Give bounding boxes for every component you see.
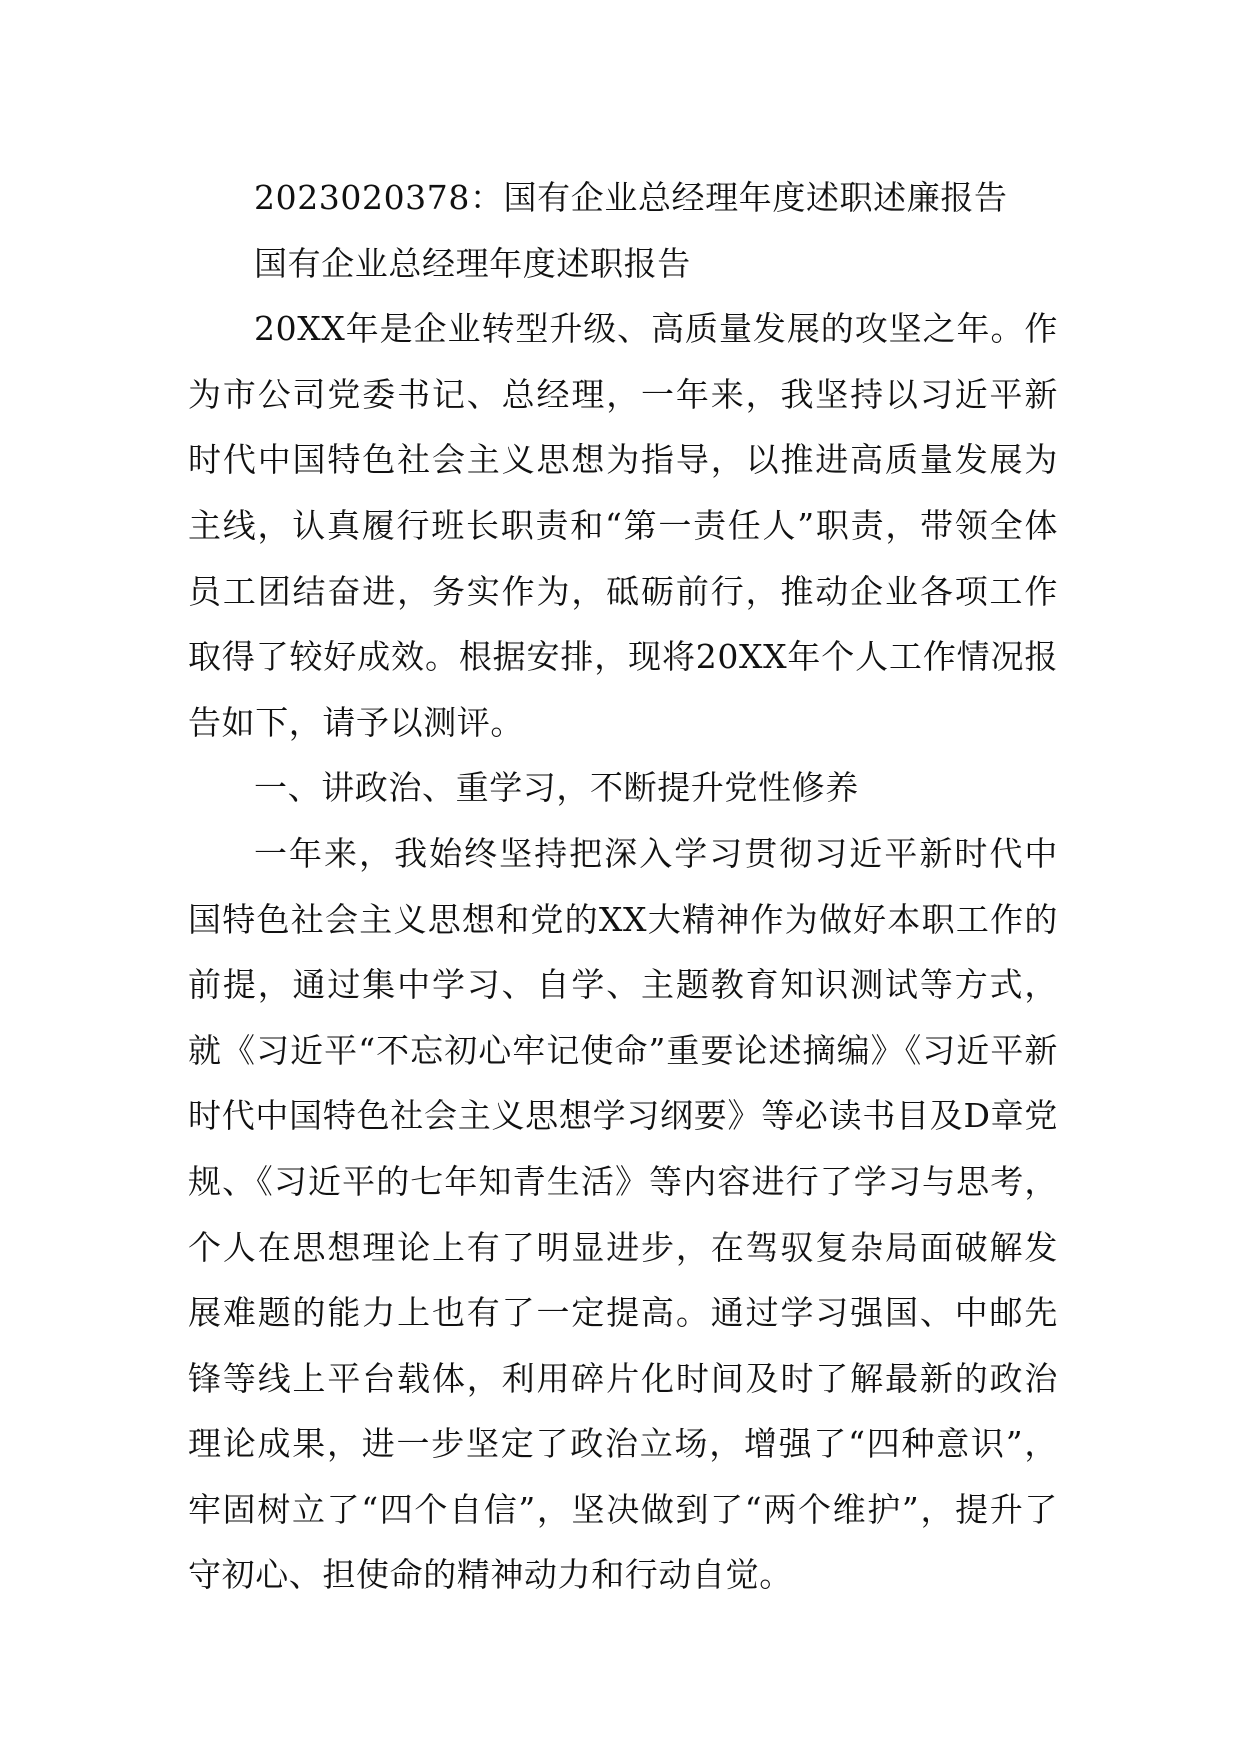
intro-paragraph: 20XX年是企业转型升级、高质量发展的攻坚之年。作为市公司党委书记、总经理，一年来，我坚持以习近平新时代中国特色社会主义思想为指导，以推进高质量发展为主线，认真履行班长职责和“第一责任人”职责，带领全体员工团结奋进，务实作为，砥砺前行，推动企业各项工作取得了较好成效。根据安排，现将20XX年个人工作情况报告如下，请予以测评。 xyxy=(188,309,1058,742)
document-title: 2023020378：国有企业总经理年度述职述廉报告 xyxy=(254,178,1008,217)
document-subtitle: 国有企业总经理年度述职报告 xyxy=(254,243,691,283)
section-heading: 一、讲政治、重学习，不断提升党性修养 xyxy=(254,768,859,808)
document-body xyxy=(188,165,1058,1608)
section-paragraph: 一年来，我始终坚持把深入学习贯彻习近平新时代中国特色社会主义思想和党的XX大精神作为做好本职工作的前提，通过集中学习、自学、主题教育知识测试等方式，就《习近平“不忘初心牢记使命”重要论述摘编》《习近平新时代中国特色社会主义思想学习纲要》等必读书目及D章党规、《习近平的七年知青生活》等内容进行了学习与思考，个人在思想理论上有了明显进步，在驾驭复杂局面破解发展难题的能力上也有了一定提高。通过学习强国、中邮先锋等线上平台载体，利用碎片化时间及时了解最新的政治理论成果，进一步坚定了政治立场，增强了“四种意识”，牢固树立了“四个自信”，坚决做到了“两个维护”，提升了守初心、担使命的精神动力和行动自觉。 xyxy=(188,833,1058,1595)
